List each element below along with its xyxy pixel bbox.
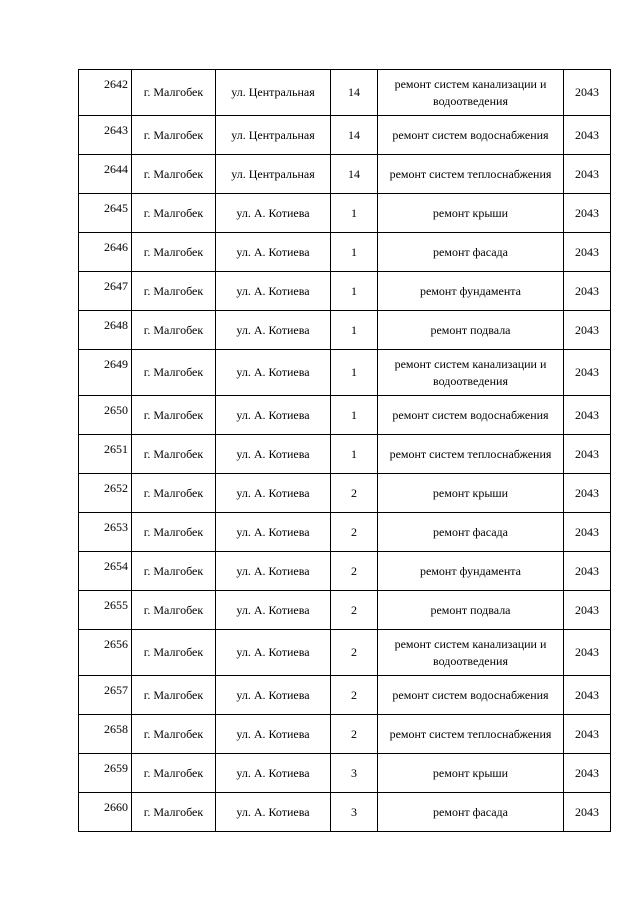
street-cell: ул. А. Котиева [216,396,331,435]
work-type-cell: ремонт фундамента [378,272,564,311]
table-row [79,793,611,832]
year-cell: 2043 [564,793,611,832]
city-cell: г. Малгобек [132,70,216,116]
city-cell: г. Малгобек [132,350,216,396]
street-cell: ул. А. Котиева [216,233,331,272]
row-number: 2657 [79,676,132,715]
street-cell: ул. А. Котиева [216,715,331,754]
house-number-cell: 1 [331,350,378,396]
city-cell: г. Малгобек [132,435,216,474]
street-cell: ул. А. Котиева [216,552,331,591]
row-number: 2660 [79,793,132,832]
work-type-cell: ремонт крыши [378,754,564,793]
table-row [79,435,611,474]
work-type-cell: ремонт систем теплоснабжения [378,435,564,474]
work-type-cell: ремонт систем водоснабжения [378,676,564,715]
row-number: 2656 [79,630,132,676]
house-number-cell: 2 [331,715,378,754]
street-cell: ул. А. Котиева [216,350,331,396]
work-type-cell: ремонт систем канализации и водоотведения [378,70,564,116]
house-number-cell: 1 [331,194,378,233]
city-cell: г. Малгобек [132,272,216,311]
house-number-cell: 2 [331,513,378,552]
table-row [79,474,611,513]
city-cell: г. Малгобек [132,591,216,630]
work-type-cell: ремонт систем теплоснабжения [378,715,564,754]
work-type-cell: ремонт систем канализации и водоотведения [378,350,564,396]
year-cell: 2043 [564,676,611,715]
row-number: 2644 [79,155,132,194]
city-cell: г. Малгобек [132,194,216,233]
row-number: 2648 [79,311,132,350]
table-row [79,311,611,350]
row-number: 2653 [79,513,132,552]
house-number-cell: 14 [331,155,378,194]
year-cell: 2043 [564,552,611,591]
work-type-cell: ремонт систем теплоснабжения [378,155,564,194]
street-cell: ул. А. Котиева [216,513,331,552]
work-type-cell: ремонт фасада [378,793,564,832]
street-cell: ул. Центральная [216,116,331,155]
work-type-cell: ремонт подвала [378,591,564,630]
house-number-cell: 2 [331,552,378,591]
city-cell: г. Малгобек [132,793,216,832]
year-cell: 2043 [564,754,611,793]
city-cell: г. Малгобек [132,233,216,272]
table-row [79,630,611,676]
house-number-cell: 2 [331,676,378,715]
year-cell: 2043 [564,311,611,350]
year-cell: 2043 [564,513,611,552]
work-type-cell: ремонт систем водоснабжения [378,396,564,435]
table-row [79,350,611,396]
city-cell: г. Малгобек [132,513,216,552]
street-cell: ул. А. Котиева [216,194,331,233]
table-row [79,754,611,793]
year-cell: 2043 [564,155,611,194]
year-cell: 2043 [564,194,611,233]
row-number: 2652 [79,474,132,513]
table-row [79,676,611,715]
row-number: 2645 [79,194,132,233]
house-number-cell: 1 [331,396,378,435]
year-cell: 2043 [564,233,611,272]
work-type-cell: ремонт фасада [378,513,564,552]
year-cell: 2043 [564,474,611,513]
city-cell: г. Малгобек [132,155,216,194]
city-cell: г. Малгобек [132,396,216,435]
row-number: 2655 [79,591,132,630]
street-cell: ул. А. Котиева [216,793,331,832]
year-cell: 2043 [564,70,611,116]
table-row [79,194,611,233]
street-cell: ул. А. Котиева [216,474,331,513]
year-cell: 2043 [564,630,611,676]
street-cell: ул. А. Котиева [216,754,331,793]
house-number-cell: 2 [331,630,378,676]
house-number-cell: 1 [331,435,378,474]
year-cell: 2043 [564,715,611,754]
house-number-cell: 1 [331,311,378,350]
house-number-cell: 1 [331,233,378,272]
table-row [79,70,611,116]
table-row [79,552,611,591]
row-number: 2646 [79,233,132,272]
table-row [79,233,611,272]
year-cell: 2043 [564,350,611,396]
year-cell: 2043 [564,435,611,474]
street-cell: ул. А. Котиева [216,591,331,630]
street-cell: ул. Центральная [216,155,331,194]
city-cell: г. Малгобек [132,676,216,715]
table-row [79,116,611,155]
repair-schedule-table [78,69,611,832]
row-number: 2649 [79,350,132,396]
house-number-cell: 2 [331,474,378,513]
city-cell: г. Малгобек [132,311,216,350]
house-number-cell: 2 [331,591,378,630]
work-type-cell: ремонт крыши [378,474,564,513]
street-cell: ул. А. Котиева [216,435,331,474]
street-cell: ул. А. Котиева [216,272,331,311]
year-cell: 2043 [564,272,611,311]
work-type-cell: ремонт подвала [378,311,564,350]
city-cell: г. Малгобек [132,630,216,676]
street-cell: ул. А. Котиева [216,311,331,350]
city-cell: г. Малгобек [132,754,216,793]
row-number: 2642 [79,70,132,116]
city-cell: г. Малгобек [132,474,216,513]
row-number: 2658 [79,715,132,754]
table-row [79,155,611,194]
row-number: 2659 [79,754,132,793]
table-row [79,513,611,552]
city-cell: г. Малгобек [132,715,216,754]
street-cell: ул. А. Котиева [216,630,331,676]
table-row [79,715,611,754]
row-number: 2643 [79,116,132,155]
year-cell: 2043 [564,116,611,155]
work-type-cell: ремонт фасада [378,233,564,272]
house-number-cell: 3 [331,754,378,793]
row-number: 2650 [79,396,132,435]
table-row [79,591,611,630]
house-number-cell: 14 [331,70,378,116]
house-number-cell: 1 [331,272,378,311]
house-number-cell: 3 [331,793,378,832]
street-cell: ул. Центральная [216,70,331,116]
work-type-cell: ремонт систем водоснабжения [378,116,564,155]
work-type-cell: ремонт крыши [378,194,564,233]
table-row [79,272,611,311]
work-type-cell: ремонт фундамента [378,552,564,591]
work-type-cell: ремонт систем канализации и водоотведения [378,630,564,676]
table-body [79,70,611,832]
street-cell: ул. А. Котиева [216,676,331,715]
city-cell: г. Малгобек [132,116,216,155]
table-row [79,396,611,435]
row-number: 2647 [79,272,132,311]
row-number: 2651 [79,435,132,474]
row-number: 2654 [79,552,132,591]
year-cell: 2043 [564,591,611,630]
house-number-cell: 14 [331,116,378,155]
city-cell: г. Малгобек [132,552,216,591]
year-cell: 2043 [564,396,611,435]
